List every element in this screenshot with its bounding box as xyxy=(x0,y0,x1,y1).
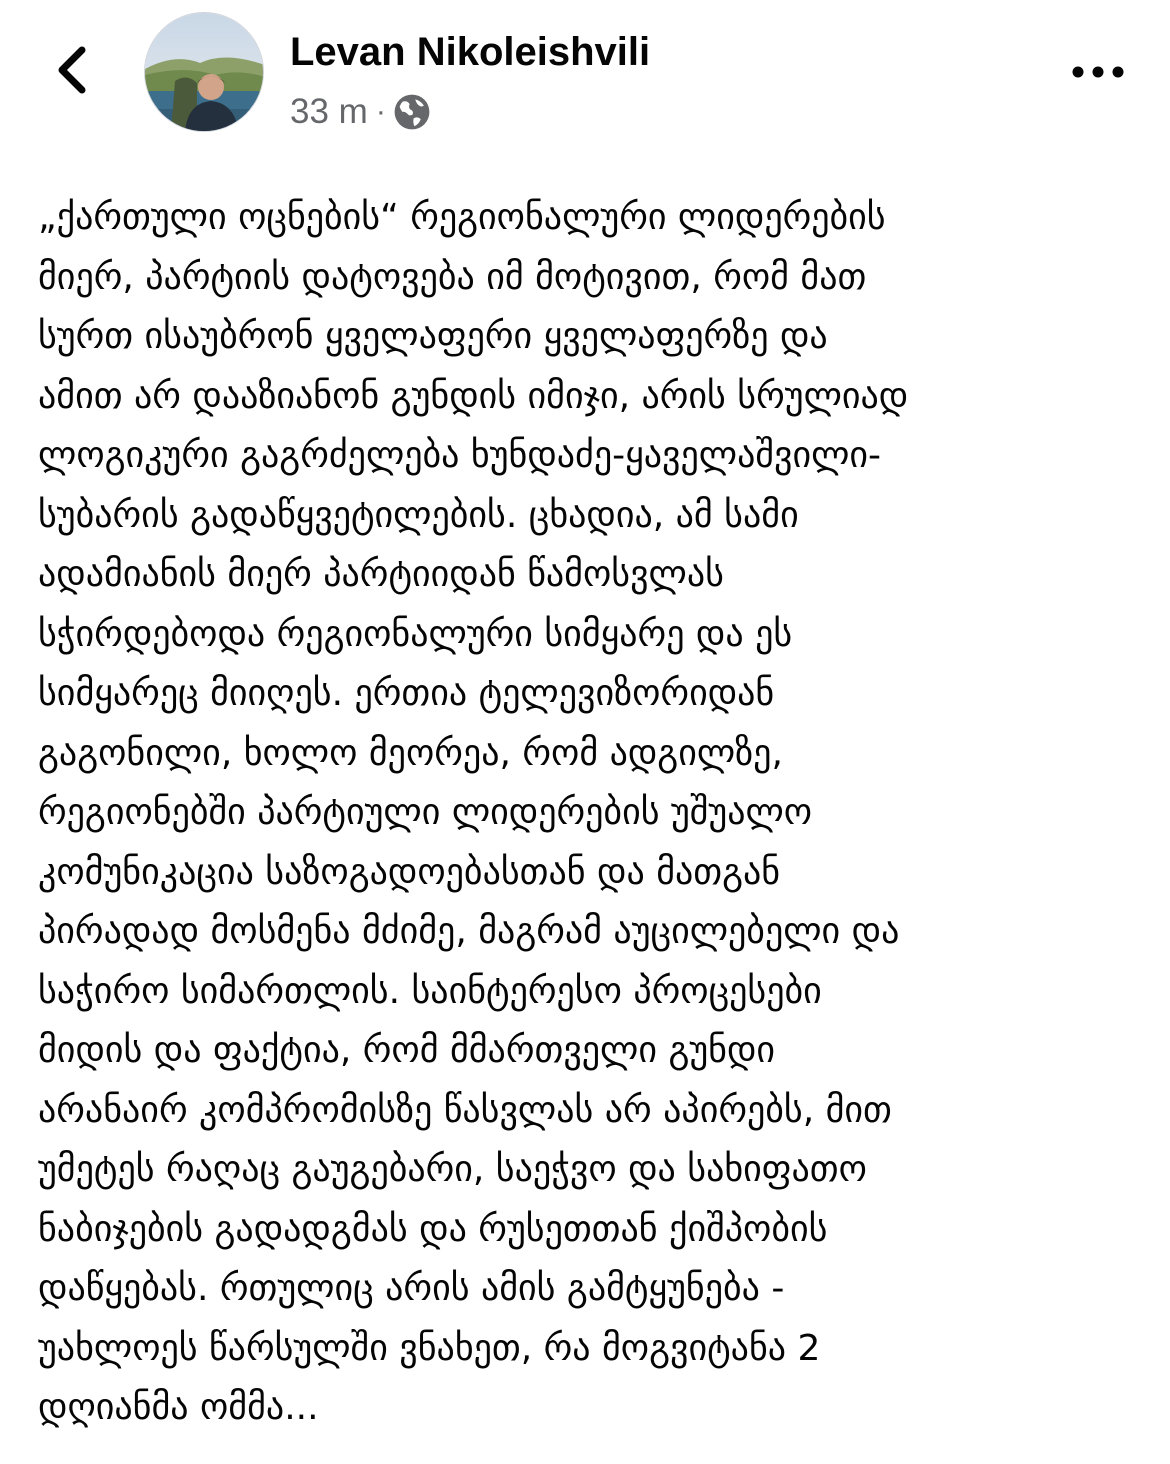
post-text-line: დღიანმა ომმა... xyxy=(38,1387,319,1428)
author-name[interactable]: Levan Nikoleishvili xyxy=(290,30,651,74)
post-text-line: გაგონილი, ხოლო მეორეა, რომ ადგილზე, xyxy=(38,732,783,774)
more-horizontal-icon xyxy=(1070,64,1126,80)
post-text-line: ადამიანის მიერ პარტიიდან წამოსვლას xyxy=(38,554,724,595)
post-text-line: დაწყებას. რთულიც არის ამის გამტყუნება - xyxy=(38,1268,785,1309)
more-options-button[interactable] xyxy=(1066,48,1130,96)
post-text-line: საჭირო სიმართლის. საინტერესო პროცესები xyxy=(38,970,822,1012)
globe-icon xyxy=(393,93,431,131)
post-timestamp[interactable]: 33 m xyxy=(290,92,368,131)
chevron-left-icon xyxy=(52,44,92,96)
avatar[interactable] xyxy=(144,12,264,132)
post-text-line: სურთ ისაუბრონ ყველაფერი ყველაფერზე და xyxy=(38,316,828,357)
post-text-line: ლოგიკური გაგრძელება ხუნდაძე-ყაველაშვილი- xyxy=(38,435,882,476)
post-text xyxy=(38,188,1138,1438)
back-button[interactable] xyxy=(40,38,104,102)
post-text-line: პირადად მოსმენა მძიმე, მაგრამ აუცილებელი და xyxy=(38,911,900,952)
post-text-line: არანაირ კომპრომისზე წასვლას არ აპირებს, მით xyxy=(38,1089,892,1131)
post-text-line: სჭირდებოდა რეგიონალური სიმყარე და ეს xyxy=(38,613,793,655)
post-header xyxy=(0,0,1170,150)
post-text-line: რეგიონებში პარტიული ლიდერების უშუალო xyxy=(38,792,813,833)
avatar-photo xyxy=(145,13,264,132)
post-text-line: უმეტეს რაღაც გაუგებარი, საეჭვო და სახიფათო xyxy=(38,1149,867,1190)
post-meta xyxy=(290,88,431,136)
post-text-line: სიმყარეც მიიღეს. ერთია ტელევიზორიდან xyxy=(38,673,775,714)
post-text-line: მიდის და ფაქტია, რომ მმართველი გუნდი xyxy=(38,1030,776,1071)
post-text-line: სუბარის გადაწყვეტილების. ცხადია, ამ სამი xyxy=(38,494,799,536)
meta-separator: · xyxy=(375,95,386,128)
post-text-line: უახლოეს წარსულში ვნახეთ, რა მოგვიტანა 2 xyxy=(38,1327,821,1369)
post-text-line: „ქართული ოცნების“ რეგიონალური ლიდერების xyxy=(38,197,886,238)
post-text-line: ამით არ დააზიანონ გუნდის იმიჯი, არის სრულიად xyxy=(38,375,909,417)
post-text-line: ნაბიჯების გადადგმას და რუსეთთან ქიშპობის xyxy=(38,1208,828,1250)
post-text-line: მიერ, პარტიის დატოვება იმ მოტივით, რომ მათ xyxy=(38,256,867,298)
post-text-line: კომუნიკაცია საზოგადოებასთან და მათგან xyxy=(38,851,781,893)
